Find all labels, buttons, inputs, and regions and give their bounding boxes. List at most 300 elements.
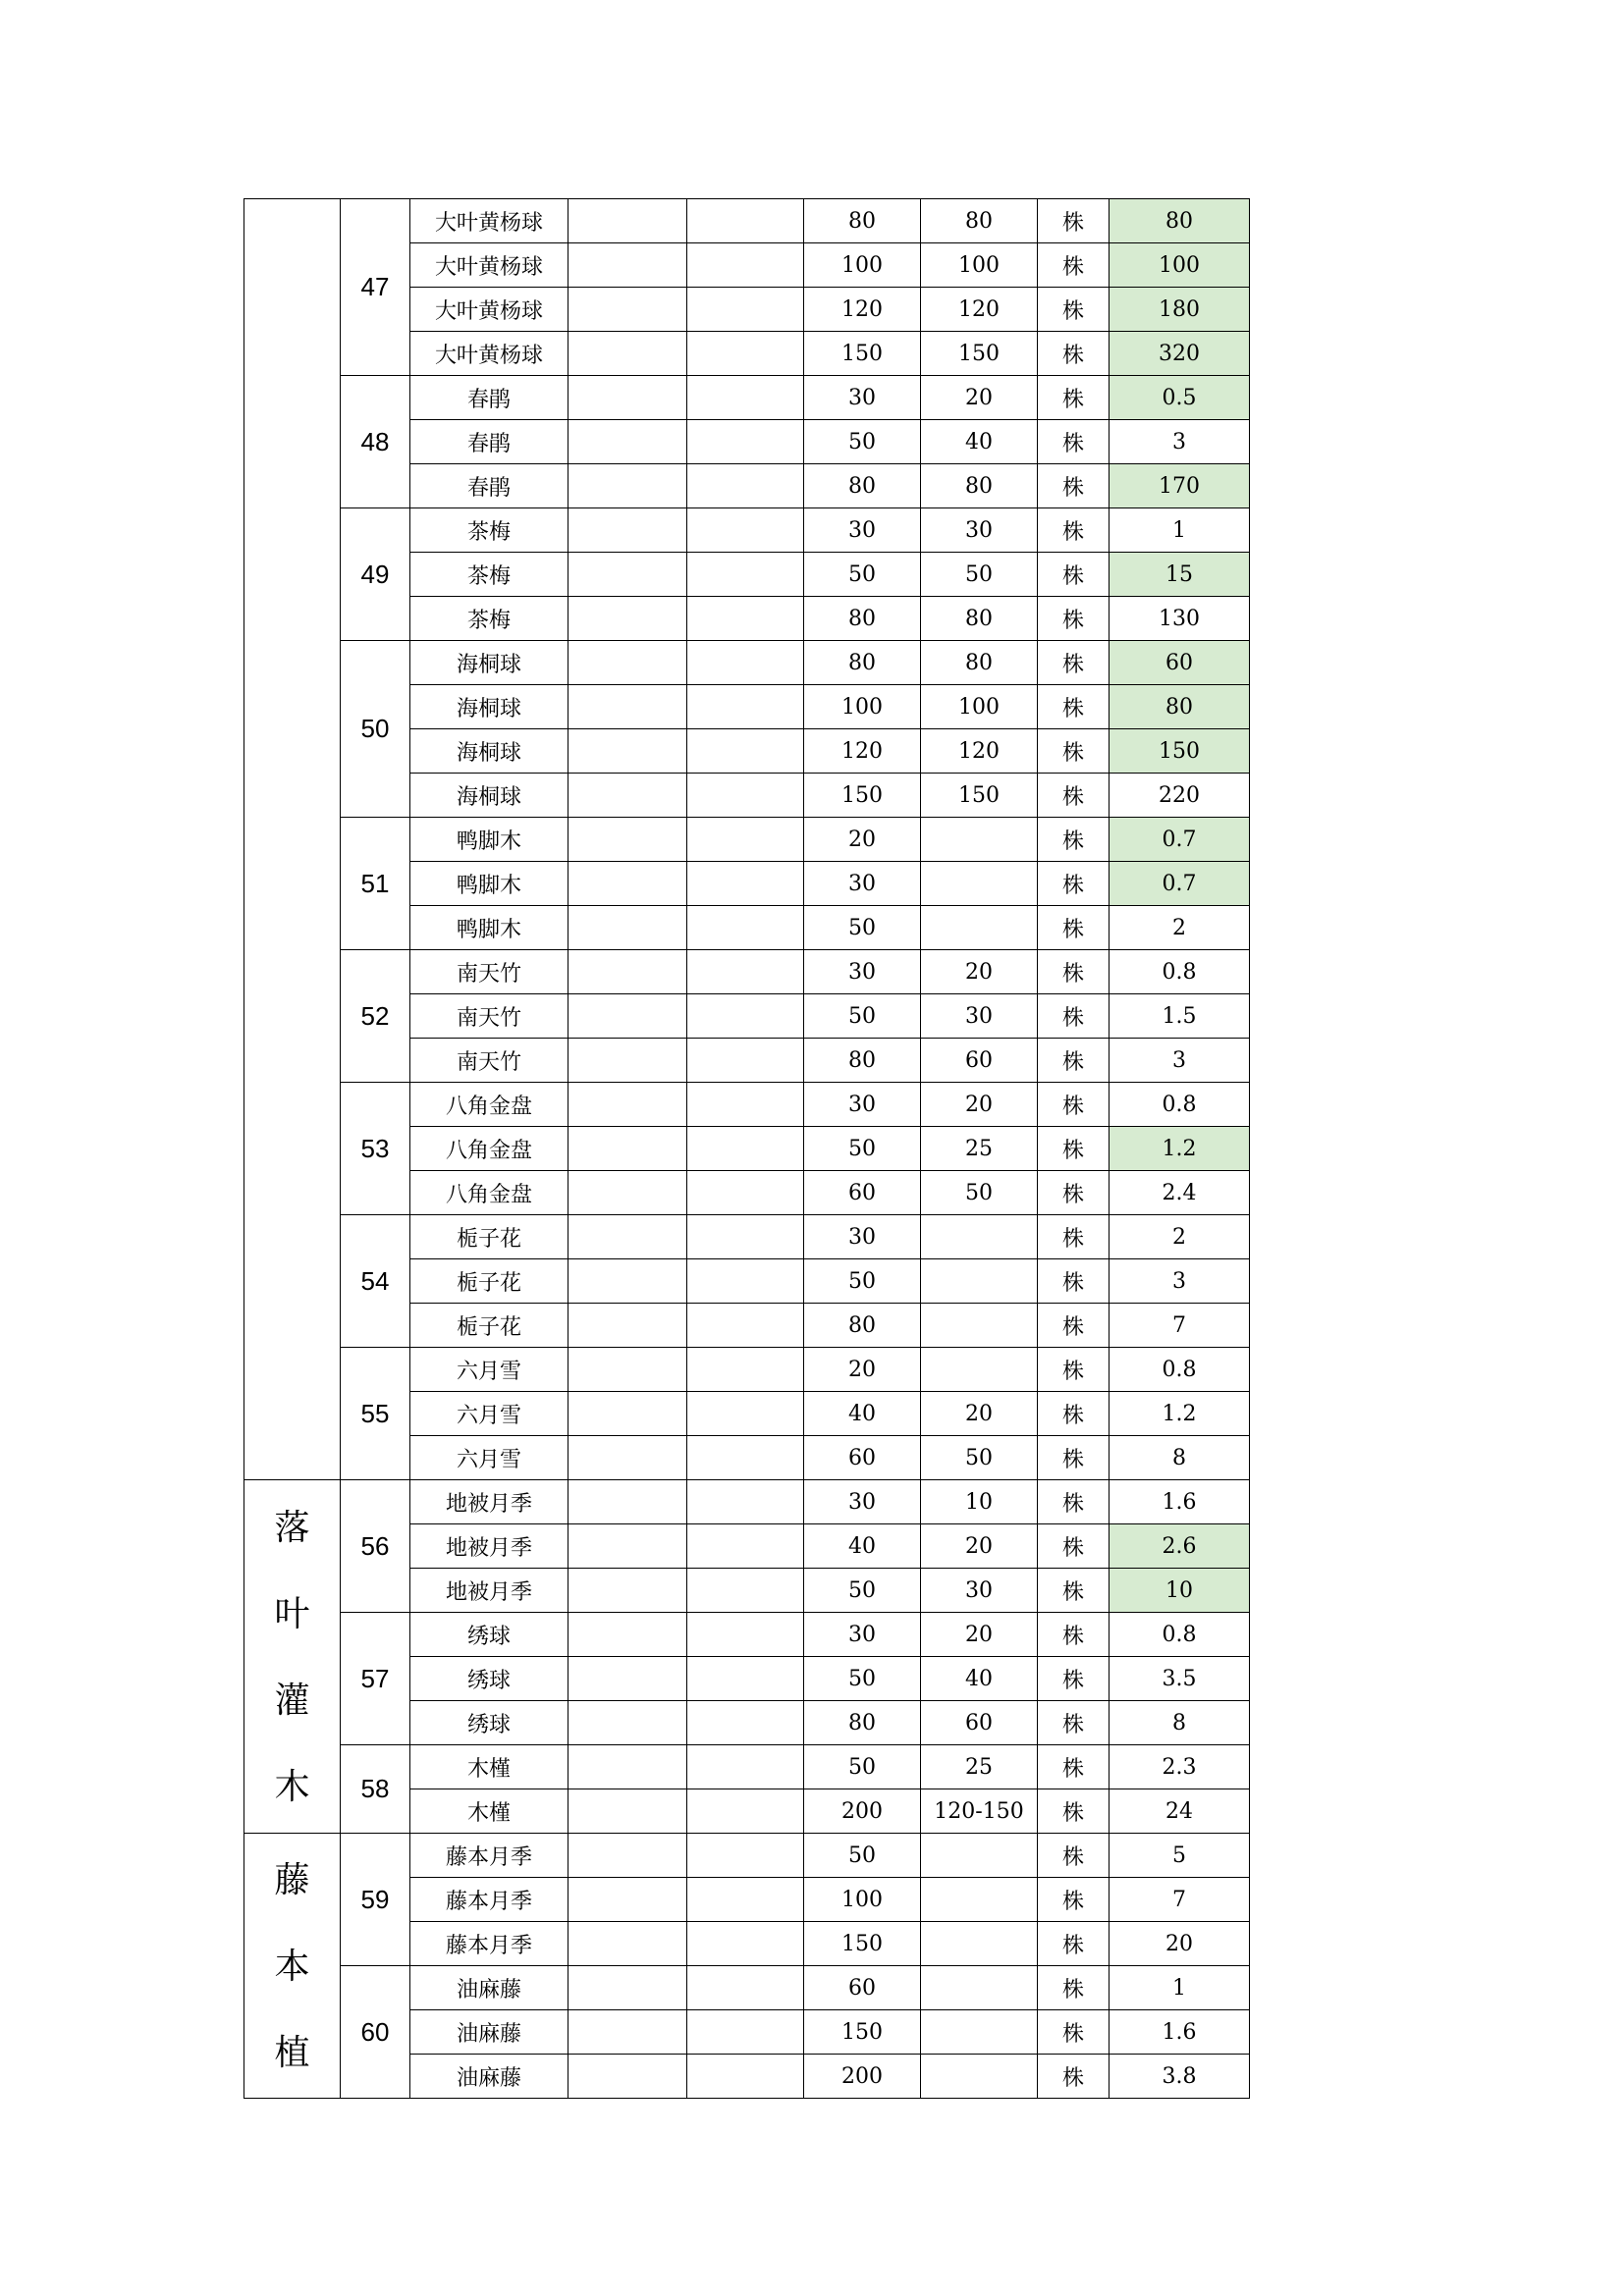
blank-cell [568, 420, 687, 464]
blank-cell [687, 2055, 804, 2099]
blank-cell [687, 1480, 804, 1524]
plant-name-cell: 大叶黄杨球 [410, 199, 568, 243]
plant-name-cell: 大叶黄杨球 [410, 332, 568, 376]
item-number: 60 [341, 1966, 410, 2099]
blank-cell [568, 199, 687, 243]
blank-cell [687, 1613, 804, 1657]
item-number: 57 [341, 1613, 410, 1745]
price-cell: 2.4 [1110, 1171, 1250, 1215]
blank-cell [568, 243, 687, 288]
price-cell: 2.3 [1110, 1745, 1250, 1789]
plant-name-cell: 大叶黄杨球 [410, 288, 568, 332]
item-number: 59 [341, 1834, 410, 1966]
size-1-cell: 50 [804, 1834, 921, 1878]
plant-name-cell: 春鹃 [410, 464, 568, 508]
blank-cell [687, 729, 804, 774]
price-cell: 24 [1110, 1789, 1250, 1834]
size-1-cell: 50 [804, 420, 921, 464]
plant-name-cell: 鸭脚木 [410, 906, 568, 950]
blank-cell [687, 288, 804, 332]
blank-cell [568, 1613, 687, 1657]
blank-cell [568, 288, 687, 332]
blank-cell [568, 1436, 687, 1480]
plant-name-cell: 木槿 [410, 1745, 568, 1789]
blank-cell [687, 1701, 804, 1745]
unit-cell: 株 [1038, 994, 1110, 1039]
table-row [244, 950, 1250, 994]
blank-cell [568, 1524, 687, 1569]
size-1-cell: 40 [804, 1524, 921, 1569]
blank-cell [568, 1569, 687, 1613]
price-cell: 320 [1110, 332, 1250, 376]
unit-cell: 株 [1038, 597, 1110, 641]
plant-name-cell: 八角金盘 [410, 1083, 568, 1127]
blank-cell [568, 1966, 687, 2010]
blank-cell [568, 332, 687, 376]
price-table [244, 198, 1250, 2099]
size-1-cell: 30 [804, 950, 921, 994]
table-row [244, 1215, 1250, 1259]
price-cell: 130 [1110, 597, 1250, 641]
item-number: 55 [341, 1348, 410, 1480]
blank-cell [568, 376, 687, 420]
size-1-cell: 30 [804, 508, 921, 553]
unit-cell: 株 [1038, 1966, 1110, 2010]
size-2-cell: 80 [921, 464, 1038, 508]
blank-cell [568, 1304, 687, 1348]
price-cell: 7 [1110, 1878, 1250, 1922]
blank-cell [568, 1127, 687, 1171]
size-2-cell: 30 [921, 1569, 1038, 1613]
unit-cell: 株 [1038, 508, 1110, 553]
size-2-cell: 20 [921, 1083, 1038, 1127]
unit-cell: 株 [1038, 1171, 1110, 1215]
blank-cell [687, 199, 804, 243]
price-cell: 3 [1110, 420, 1250, 464]
price-cell: 1 [1110, 508, 1250, 553]
size-2-cell: 60 [921, 1701, 1038, 1745]
size-1-cell: 40 [804, 1392, 921, 1436]
plant-name-cell: 鸭脚木 [410, 862, 568, 906]
price-cell: 2 [1110, 1215, 1250, 1259]
unit-cell: 株 [1038, 1215, 1110, 1259]
blank-cell [687, 1392, 804, 1436]
table-row [244, 818, 1250, 862]
size-2-cell: 80 [921, 199, 1038, 243]
unit-cell: 株 [1038, 1745, 1110, 1789]
price-cell: 0.8 [1110, 1613, 1250, 1657]
size-1-cell: 50 [804, 1745, 921, 1789]
price-cell: 20 [1110, 1922, 1250, 1966]
size-1-cell: 60 [804, 1436, 921, 1480]
size-1-cell: 150 [804, 774, 921, 818]
plant-name-cell: 油麻藤 [410, 1966, 568, 2010]
size-2-cell: 60 [921, 1039, 1038, 1083]
size-1-cell: 200 [804, 2055, 921, 2099]
unit-cell: 株 [1038, 774, 1110, 818]
blank-cell [568, 729, 687, 774]
size-1-cell: 50 [804, 994, 921, 1039]
blank-cell [687, 464, 804, 508]
blank-cell [687, 818, 804, 862]
price-cell: 3 [1110, 1259, 1250, 1304]
blank-cell [568, 1171, 687, 1215]
size-2-cell [921, 1348, 1038, 1392]
size-1-cell: 50 [804, 1127, 921, 1171]
blank-cell [687, 1922, 804, 1966]
plant-name-cell: 栀子花 [410, 1304, 568, 1348]
size-2-cell: 40 [921, 420, 1038, 464]
blank-cell [687, 376, 804, 420]
size-2-cell: 150 [921, 774, 1038, 818]
blank-cell [568, 1701, 687, 1745]
size-1-cell: 120 [804, 729, 921, 774]
blank-cell [568, 1878, 687, 1922]
blank-cell [687, 1524, 804, 1569]
price-cell: 80 [1110, 685, 1250, 729]
category-cell [244, 1834, 341, 2099]
blank-cell [687, 774, 804, 818]
price-cell: 8 [1110, 1701, 1250, 1745]
plant-name-cell: 海桐球 [410, 685, 568, 729]
unit-cell: 株 [1038, 243, 1110, 288]
plant-name-cell: 南天竹 [410, 950, 568, 994]
price-cell: 10 [1110, 1569, 1250, 1613]
unit-cell: 株 [1038, 376, 1110, 420]
blank-cell [568, 1392, 687, 1436]
unit-cell: 株 [1038, 818, 1110, 862]
item-number: 54 [341, 1215, 410, 1348]
blank-cell [568, 950, 687, 994]
plant-name-cell: 海桐球 [410, 729, 568, 774]
unit-cell: 株 [1038, 1392, 1110, 1436]
price-cell: 2 [1110, 906, 1250, 950]
plant-name-cell: 藤本月季 [410, 1834, 568, 1878]
unit-cell: 株 [1038, 1789, 1110, 1834]
blank-cell [687, 508, 804, 553]
blank-cell [568, 685, 687, 729]
unit-cell: 株 [1038, 199, 1110, 243]
category-cell [244, 199, 341, 1480]
plant-name-cell: 海桐球 [410, 641, 568, 685]
item-number: 52 [341, 950, 410, 1083]
unit-cell: 株 [1038, 1127, 1110, 1171]
unit-cell: 株 [1038, 420, 1110, 464]
size-2-cell: 50 [921, 1171, 1038, 1215]
price-cell: 0.8 [1110, 950, 1250, 994]
size-2-cell [921, 1834, 1038, 1878]
size-2-cell [921, 2055, 1038, 2099]
plant-name-cell: 鸭脚木 [410, 818, 568, 862]
plant-name-cell: 春鹃 [410, 420, 568, 464]
category-cell [244, 1480, 341, 1834]
price-cell: 3.5 [1110, 1657, 1250, 1701]
plant-name-cell: 茶梅 [410, 553, 568, 597]
blank-cell [568, 1083, 687, 1127]
blank-cell [687, 862, 804, 906]
blank-cell [687, 420, 804, 464]
table-body [244, 199, 1250, 2099]
size-2-cell [921, 1215, 1038, 1259]
blank-cell [568, 906, 687, 950]
unit-cell: 株 [1038, 1878, 1110, 1922]
blank-cell [687, 1878, 804, 1922]
plant-name-cell: 绣球 [410, 1613, 568, 1657]
blank-cell [568, 553, 687, 597]
table-row [244, 376, 1250, 420]
table-row [244, 1480, 1250, 1524]
size-1-cell: 30 [804, 1480, 921, 1524]
unit-cell: 株 [1038, 2010, 1110, 2055]
unit-cell: 株 [1038, 1083, 1110, 1127]
table-row [244, 199, 1250, 243]
table-row [244, 1834, 1250, 1878]
item-number: 53 [341, 1083, 410, 1215]
blank-cell [568, 1039, 687, 1083]
price-cell: 7 [1110, 1304, 1250, 1348]
unit-cell: 株 [1038, 641, 1110, 685]
size-2-cell [921, 818, 1038, 862]
blank-cell [687, 1127, 804, 1171]
item-number: 58 [341, 1745, 410, 1834]
price-cell: 0.7 [1110, 862, 1250, 906]
size-1-cell: 30 [804, 862, 921, 906]
unit-cell: 株 [1038, 685, 1110, 729]
plant-name-cell: 绣球 [410, 1657, 568, 1701]
plant-name-cell: 春鹃 [410, 376, 568, 420]
size-1-cell: 60 [804, 1966, 921, 2010]
size-2-cell [921, 1966, 1038, 2010]
blank-cell [687, 1789, 804, 1834]
plant-name-cell: 六月雪 [410, 1348, 568, 1392]
unit-cell: 株 [1038, 1259, 1110, 1304]
size-2-cell: 40 [921, 1657, 1038, 1701]
unit-cell: 株 [1038, 1480, 1110, 1524]
size-2-cell: 120 [921, 288, 1038, 332]
price-cell: 1.6 [1110, 2010, 1250, 2055]
size-2-cell: 100 [921, 685, 1038, 729]
unit-cell: 株 [1038, 1701, 1110, 1745]
unit-cell: 株 [1038, 950, 1110, 994]
size-2-cell: 20 [921, 1524, 1038, 1569]
table-row [244, 1966, 1250, 2010]
blank-cell [687, 1745, 804, 1789]
size-1-cell: 20 [804, 818, 921, 862]
price-cell: 1.2 [1110, 1127, 1250, 1171]
unit-cell: 株 [1038, 1348, 1110, 1392]
plant-name-cell: 藤本月季 [410, 1922, 568, 1966]
unit-cell: 株 [1038, 906, 1110, 950]
blank-cell [687, 1304, 804, 1348]
blank-cell [568, 597, 687, 641]
blank-cell [568, 1745, 687, 1789]
blank-cell [687, 1348, 804, 1392]
plant-name-cell: 六月雪 [410, 1392, 568, 1436]
blank-cell [687, 1215, 804, 1259]
table-row [244, 1083, 1250, 1127]
price-cell: 220 [1110, 774, 1250, 818]
blank-cell [687, 641, 804, 685]
plant-name-cell: 地被月季 [410, 1569, 568, 1613]
table-row [244, 1745, 1250, 1789]
blank-cell [568, 774, 687, 818]
size-2-cell [921, 1878, 1038, 1922]
blank-cell [687, 1834, 804, 1878]
item-number: 49 [341, 508, 410, 641]
size-1-cell: 50 [804, 553, 921, 597]
blank-cell [568, 994, 687, 1039]
size-1-cell: 200 [804, 1789, 921, 1834]
unit-cell: 株 [1038, 1569, 1110, 1613]
blank-cell [568, 641, 687, 685]
size-2-cell [921, 1304, 1038, 1348]
size-2-cell: 30 [921, 508, 1038, 553]
size-2-cell: 50 [921, 553, 1038, 597]
item-number: 47 [341, 199, 410, 376]
size-2-cell: 20 [921, 950, 1038, 994]
category-label: 藤 本 植 [274, 1858, 310, 2072]
blank-cell [568, 1215, 687, 1259]
size-1-cell: 100 [804, 1878, 921, 1922]
plant-name-cell: 南天竹 [410, 994, 568, 1039]
blank-cell [687, 685, 804, 729]
blank-cell [687, 553, 804, 597]
price-cell: 180 [1110, 288, 1250, 332]
plant-name-cell: 木槿 [410, 1789, 568, 1834]
plant-name-cell: 八角金盘 [410, 1127, 568, 1171]
plant-name-cell: 南天竹 [410, 1039, 568, 1083]
blank-cell [687, 332, 804, 376]
item-number: 56 [341, 1480, 410, 1613]
unit-cell: 株 [1038, 1039, 1110, 1083]
blank-cell [568, 862, 687, 906]
blank-cell [568, 1922, 687, 1966]
blank-cell [687, 243, 804, 288]
price-cell: 1.2 [1110, 1392, 1250, 1436]
size-1-cell: 80 [804, 597, 921, 641]
blank-cell [568, 1834, 687, 1878]
plant-name-cell: 茶梅 [410, 597, 568, 641]
price-cell: 150 [1110, 729, 1250, 774]
size-2-cell [921, 1259, 1038, 1304]
size-1-cell: 80 [804, 1039, 921, 1083]
size-2-cell [921, 2010, 1038, 2055]
size-2-cell [921, 906, 1038, 950]
size-2-cell: 50 [921, 1436, 1038, 1480]
blank-cell [687, 597, 804, 641]
blank-cell [568, 1657, 687, 1701]
size-1-cell: 30 [804, 1083, 921, 1127]
price-cell: 1.5 [1110, 994, 1250, 1039]
unit-cell: 株 [1038, 288, 1110, 332]
blank-cell [687, 1436, 804, 1480]
size-1-cell: 50 [804, 1259, 921, 1304]
size-1-cell: 100 [804, 243, 921, 288]
blank-cell [687, 1966, 804, 2010]
blank-cell [687, 994, 804, 1039]
size-1-cell: 150 [804, 1922, 921, 1966]
table-row [244, 1613, 1250, 1657]
size-2-cell [921, 1922, 1038, 1966]
size-1-cell: 120 [804, 288, 921, 332]
plant-name-cell: 油麻藤 [410, 2055, 568, 2099]
price-cell: 0.7 [1110, 818, 1250, 862]
price-cell: 100 [1110, 243, 1250, 288]
unit-cell: 株 [1038, 464, 1110, 508]
price-cell: 3 [1110, 1039, 1250, 1083]
price-cell: 5 [1110, 1834, 1250, 1878]
plant-name-cell: 栀子花 [410, 1215, 568, 1259]
unit-cell: 株 [1038, 1922, 1110, 1966]
size-1-cell: 60 [804, 1171, 921, 1215]
item-number: 50 [341, 641, 410, 818]
unit-cell: 株 [1038, 553, 1110, 597]
blank-cell [687, 1657, 804, 1701]
price-cell: 0.8 [1110, 1083, 1250, 1127]
unit-cell: 株 [1038, 1524, 1110, 1569]
unit-cell: 株 [1038, 1657, 1110, 1701]
price-cell: 1 [1110, 1966, 1250, 2010]
blank-cell [568, 2055, 687, 2099]
table-row [244, 508, 1250, 553]
plant-name-cell: 栀子花 [410, 1259, 568, 1304]
blank-cell [687, 1259, 804, 1304]
price-cell: 2.6 [1110, 1524, 1250, 1569]
size-1-cell: 50 [804, 906, 921, 950]
plant-name-cell: 八角金盘 [410, 1171, 568, 1215]
blank-cell [687, 1569, 804, 1613]
size-2-cell: 150 [921, 332, 1038, 376]
price-cell: 0.5 [1110, 376, 1250, 420]
price-cell: 0.8 [1110, 1348, 1250, 1392]
category-label: 落 叶 灌 木 [274, 1506, 310, 1806]
size-1-cell: 50 [804, 1569, 921, 1613]
blank-cell [687, 2010, 804, 2055]
size-2-cell: 25 [921, 1127, 1038, 1171]
plant-name-cell: 绣球 [410, 1701, 568, 1745]
size-2-cell: 100 [921, 243, 1038, 288]
size-2-cell: 30 [921, 994, 1038, 1039]
size-1-cell: 30 [804, 376, 921, 420]
unit-cell: 株 [1038, 1436, 1110, 1480]
blank-cell [568, 1480, 687, 1524]
size-1-cell: 80 [804, 1304, 921, 1348]
plant-name-cell: 地被月季 [410, 1524, 568, 1569]
plant-name-cell: 油麻藤 [410, 2010, 568, 2055]
unit-cell: 株 [1038, 1304, 1110, 1348]
unit-cell: 株 [1038, 1834, 1110, 1878]
size-1-cell: 150 [804, 332, 921, 376]
unit-cell: 株 [1038, 1613, 1110, 1657]
size-1-cell: 80 [804, 1701, 921, 1745]
size-1-cell: 150 [804, 2010, 921, 2055]
price-cell: 8 [1110, 1436, 1250, 1480]
plant-name-cell: 茶梅 [410, 508, 568, 553]
table-row [244, 1348, 1250, 1392]
plant-name-cell: 海桐球 [410, 774, 568, 818]
plant-name-cell: 藤本月季 [410, 1878, 568, 1922]
size-2-cell: 20 [921, 1613, 1038, 1657]
unit-cell: 株 [1038, 2055, 1110, 2099]
price-cell: 3.8 [1110, 2055, 1250, 2099]
blank-cell [568, 2010, 687, 2055]
plant-name-cell: 地被月季 [410, 1480, 568, 1524]
size-2-cell: 80 [921, 597, 1038, 641]
blank-cell [687, 1171, 804, 1215]
size-1-cell: 80 [804, 641, 921, 685]
size-2-cell: 20 [921, 1392, 1038, 1436]
size-2-cell: 10 [921, 1480, 1038, 1524]
